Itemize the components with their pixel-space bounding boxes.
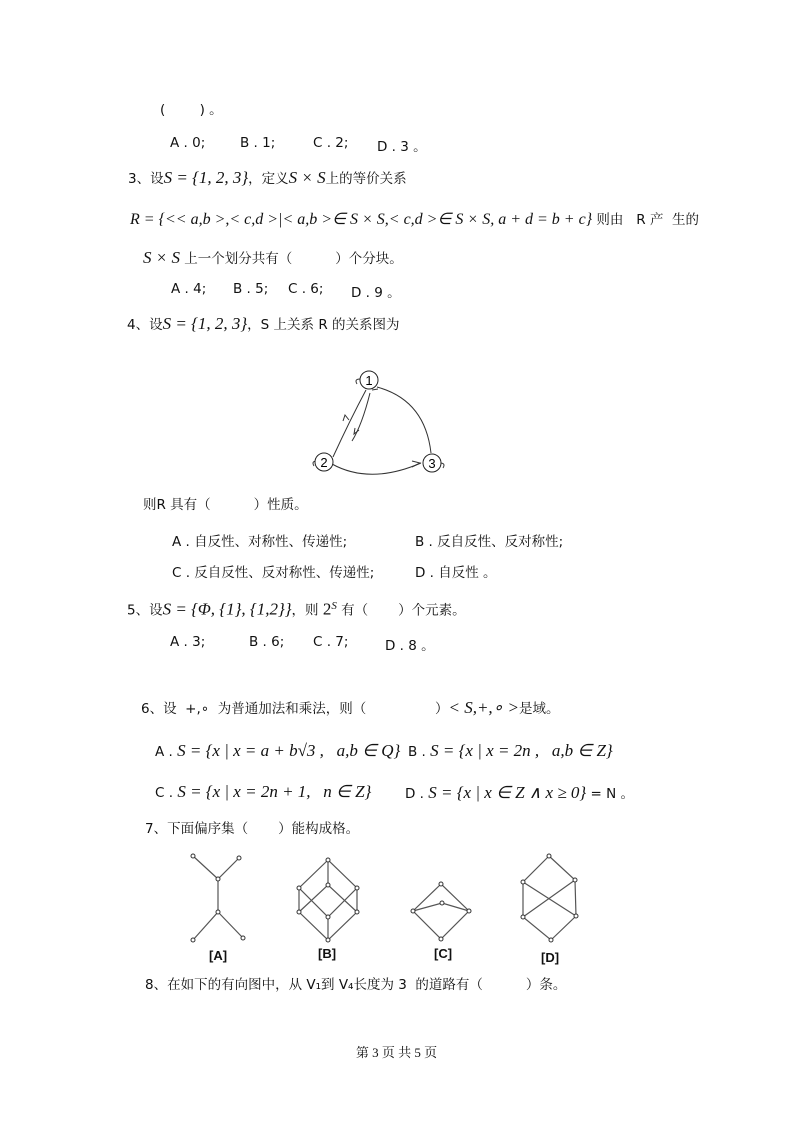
q4-prefix: 4、设	[127, 317, 163, 333]
diagram-label-d: [D]	[541, 950, 560, 965]
q4-set: S = {1, 2, 3}	[162, 314, 248, 333]
q5-prefix: 5、设	[127, 602, 163, 619]
option-c: C . 7;	[313, 634, 349, 650]
q6-structure: < S,+,∘ >	[448, 698, 520, 717]
diagram-c	[413, 884, 469, 939]
option-c: C . 6;	[288, 281, 324, 297]
diagram-b	[299, 860, 357, 940]
q3-line3-suffix: 上一个划分共有（ ）个分块。	[179, 251, 403, 267]
q3-suffix: 上的等价关系	[325, 171, 407, 187]
diagram-label-c: [C]	[434, 946, 453, 961]
diagram-label-a: [A]	[209, 948, 228, 963]
option-b: B . 反自反性、反对称性;	[415, 534, 564, 550]
option-d: D . 9 。	[351, 285, 401, 301]
q2-blank: ( ) 。	[160, 102, 223, 118]
page-footer: 第 3 页 共 5 页	[355, 1045, 438, 1060]
diagram-label-b: [B]	[318, 946, 337, 961]
option-a: A . 0;	[170, 135, 206, 151]
option-label: A .	[155, 744, 173, 760]
option-c: C . 反自反性、反对称性、传递性;	[172, 565, 375, 581]
option-d: D . 3 。	[377, 139, 427, 155]
option-label: B .	[408, 744, 426, 760]
q6-prefix: 6、设 +,∘ 为普通加法和乘法，则（ ）	[141, 701, 449, 717]
option-d: D . 自反性 。	[415, 565, 497, 581]
option-math: S = {x | x = 2n + 1, n ∈ Z}	[177, 782, 372, 801]
option-label: C .	[155, 785, 174, 801]
q5-power-exp: S	[331, 600, 337, 612]
q4-suffix: ，S 上关系 R 的关系图为	[247, 317, 400, 333]
node-label-3: 3	[428, 456, 436, 471]
option-math: S = {x | x = a + b√3 , a,b ∈ Q}	[177, 741, 401, 760]
option-label: D .	[405, 786, 424, 802]
option-b: B . 6;	[249, 634, 285, 650]
q7-line: 7、下面偏序集（ ）能构成格。	[145, 821, 360, 837]
q3-product: S × S	[288, 168, 326, 187]
node-label-2: 2	[320, 455, 328, 470]
q5-set: S = {Φ, {1}, {1,2}}	[162, 599, 292, 619]
option-b: B . 1;	[240, 135, 276, 151]
option-math: S = {x | x = 2n , a,b ∈ Z}	[430, 741, 613, 760]
option-suffix: = N 。	[586, 786, 634, 802]
q8-line: 8、在如下的有向图中，从 V₁到 V₄长度为 3 的道路有（ ）条。	[145, 977, 567, 993]
q5-suffix: 有（ ）个元素。	[336, 602, 466, 619]
q3-set: S = {1, 2, 3}	[163, 168, 249, 187]
q3-product2: S × S	[143, 248, 180, 267]
node-label-1: 1	[365, 373, 373, 388]
q6-suffix: 是域。	[519, 701, 560, 717]
q3-relation: R = {<< a,b >,< c,d >|< a,b >∈ S × S,< c,d >∈ S × S, a + d = b + c}	[130, 211, 593, 228]
option-a: A . 3;	[170, 634, 206, 650]
option-a: A . 4;	[171, 281, 207, 297]
diagram-a	[193, 856, 243, 940]
q3-line2-suffix: 则由 R 产 生的	[592, 212, 700, 228]
q3-prefix: 3、设	[128, 171, 164, 187]
option-math: S = {x | x ∈ Z ∧ x ≥ 0}	[428, 783, 587, 802]
q4-question: 则R 具有（ ）性质。	[143, 497, 308, 513]
diagram-d	[523, 856, 576, 940]
option-a: A . 自反性、对称性、传递性;	[172, 534, 348, 550]
q3-mid: ，定义	[248, 171, 289, 187]
option-d: D . 8 。	[385, 638, 435, 654]
q5-power-base: 2	[322, 599, 332, 619]
option-b: B . 5;	[233, 281, 269, 297]
option-c: C . 2;	[313, 135, 349, 151]
q5-mid: ，则	[291, 602, 323, 619]
